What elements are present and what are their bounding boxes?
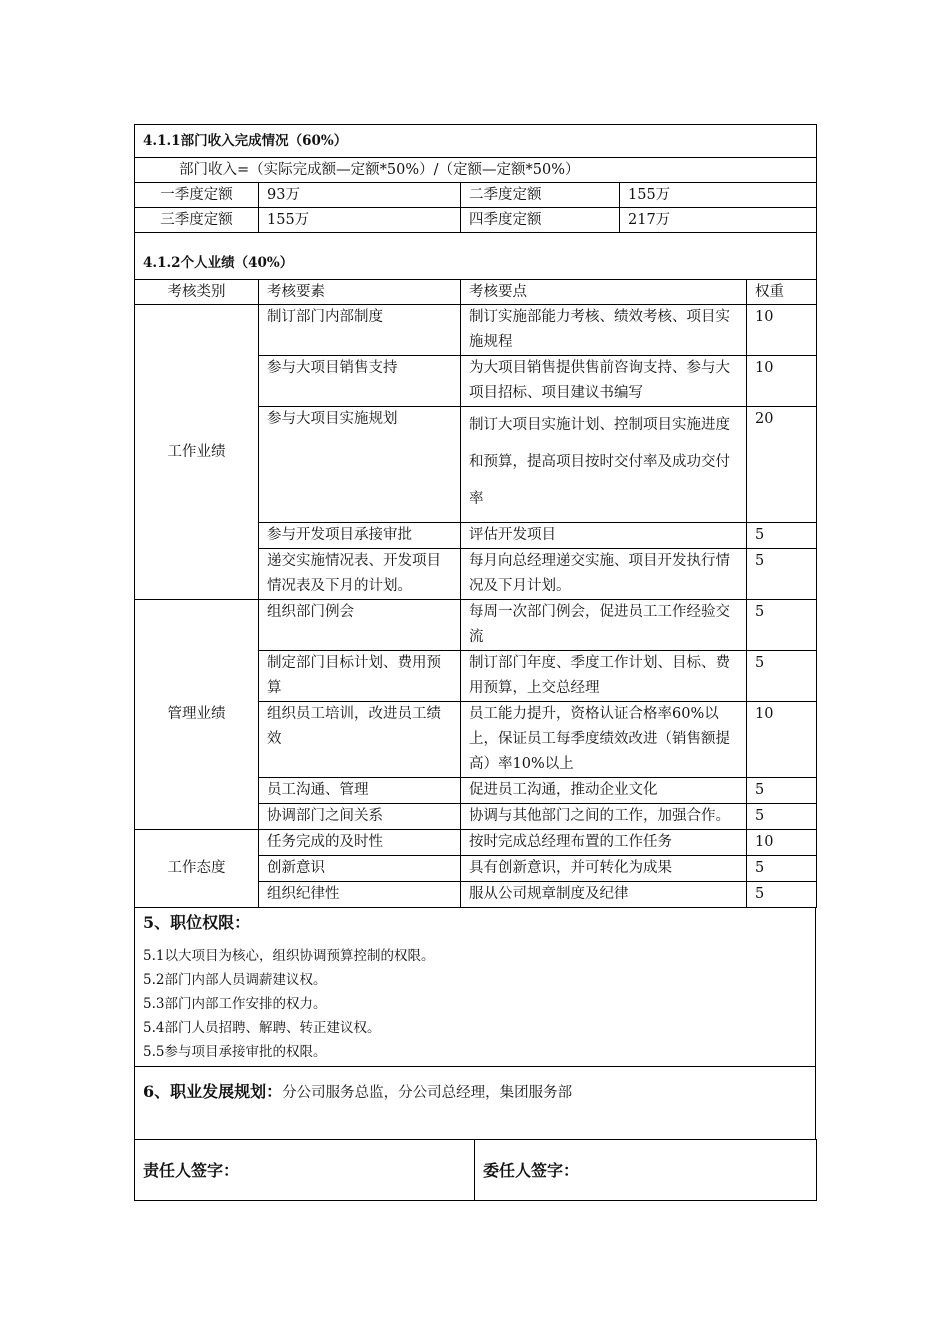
quota-row xyxy=(135,208,817,233)
weight-cell: 5 xyxy=(747,778,817,804)
section-412-title: 4.1.2个人业绩（40%） xyxy=(135,233,817,280)
document-page xyxy=(134,124,816,1201)
element-cell: 创新意识 xyxy=(259,856,461,882)
section-6-content: 分公司服务总监，分公司总经理，集团服务部 xyxy=(282,1085,573,1101)
job-evaluation-table xyxy=(134,124,817,183)
signature-row xyxy=(135,1140,817,1201)
point-cell: 员工能力提升，资格认证合格率60%以上，保证员工每季度绩效改进（销售额提高）率10%以上 xyxy=(461,702,747,778)
appointer-signature: 委任人签字： xyxy=(475,1140,817,1201)
weight-cell: 10 xyxy=(747,305,817,356)
section-411-title-row xyxy=(135,125,817,158)
element-cell: 制定部门目标计划、费用预算 xyxy=(259,651,461,702)
section-412-title-row xyxy=(135,233,817,280)
point-cell: 协调与其他部门之间的工作，加强合作。 xyxy=(461,804,747,830)
list-item: 5.3部门内部工作安排的权力。 xyxy=(143,996,327,1012)
point-cell: 制订部门年度、季度工作计划、目标、费用预算，上交总经理 xyxy=(461,651,747,702)
element-cell: 参与大项目实施规划 xyxy=(259,407,461,523)
element-cell: 任务完成的及时性 xyxy=(259,830,461,856)
weight-cell: 5 xyxy=(747,600,817,651)
formula-row xyxy=(135,158,817,184)
table-row xyxy=(135,600,817,651)
income-formula: 部门收入=（实际完成额—定额*50%）/（定额—定额*50%） xyxy=(135,158,817,184)
weight-cell: 5 xyxy=(747,804,817,830)
point-cell: 每周一次部门例会，促进员工工作经验交流 xyxy=(461,600,747,651)
weight-cell: 5 xyxy=(747,882,817,908)
quota-label: 一季度定额 xyxy=(135,183,259,208)
point-cell: 促进员工沟通，推动企业文化 xyxy=(461,778,747,804)
point-cell: 评估开发项目 xyxy=(461,523,747,549)
section-411-title: 4.1.1部门收入完成情况（60%） xyxy=(135,125,817,158)
section-6-row xyxy=(135,1067,816,1140)
column-header: 考核要点 xyxy=(461,280,747,305)
column-header: 考核类别 xyxy=(135,280,259,305)
element-cell: 协调部门之间关系 xyxy=(259,804,461,830)
authority-table xyxy=(134,907,816,1140)
weight-cell: 5 xyxy=(747,523,817,549)
responsible-signature: 责任人签字： xyxy=(135,1140,475,1201)
point-cell: 服从公司规章制度及纪律 xyxy=(461,882,747,908)
element-cell: 制订部门内部制度 xyxy=(259,305,461,356)
section-5-title: 5、职位权限： xyxy=(143,913,251,932)
quota-value: 155万 xyxy=(620,183,817,208)
element-cell: 参与大项目销售支持 xyxy=(259,356,461,407)
table-row xyxy=(135,305,817,356)
category-cell: 管理业绩 xyxy=(135,600,259,830)
list-item: 5.1以大项目为核心，组织协调预算控制的权限。 xyxy=(143,948,435,964)
element-cell: 组织纪律性 xyxy=(259,882,461,908)
weight-cell: 5 xyxy=(747,549,817,600)
weight-cell: 10 xyxy=(747,356,817,407)
point-cell: 制订大项目实施计划、控制项目实施进度和预算，提高项目按时交付率及成功交付率 xyxy=(461,407,747,523)
category-cell: 工作业绩 xyxy=(135,305,259,600)
quota-value: 93万 xyxy=(259,183,461,208)
signature-table xyxy=(134,1139,817,1201)
quota-label: 四季度定额 xyxy=(461,208,620,233)
element-cell: 员工沟通、管理 xyxy=(259,778,461,804)
section-6-title: 6、职业发展规划： xyxy=(143,1082,283,1101)
element-cell: 递交实施情况表、开发项目情况表及下月的计划。 xyxy=(259,549,461,600)
weight-cell: 10 xyxy=(747,830,817,856)
section-5-row xyxy=(135,908,816,1067)
section-5-cell xyxy=(135,908,816,1067)
weight-cell: 5 xyxy=(747,856,817,882)
point-cell: 按时完成总经理布置的工作任务 xyxy=(461,830,747,856)
element-cell: 组织部门例会 xyxy=(259,600,461,651)
column-header: 权重 xyxy=(747,280,817,305)
performance-table xyxy=(134,232,817,908)
weight-cell: 5 xyxy=(747,651,817,702)
list-item: 5.4部门人员招聘、解聘、转正建议权。 xyxy=(143,1020,381,1036)
element-cell: 组织员工培训，改进员工绩效 xyxy=(259,702,461,778)
list-item: 5.5参与项目承接审批的权限。 xyxy=(143,1044,327,1060)
list-item: 5.2部门内部人员调薪建议权。 xyxy=(143,972,327,988)
point-cell: 具有创新意识，并可转化为成果 xyxy=(461,856,747,882)
quota-label: 二季度定额 xyxy=(461,183,620,208)
table-row xyxy=(135,830,817,856)
quota-value: 155万 xyxy=(259,208,461,233)
weight-cell: 20 xyxy=(747,407,817,523)
quota-table xyxy=(134,182,817,233)
element-cell: 参与开发项目承接审批 xyxy=(259,523,461,549)
quota-label: 三季度定额 xyxy=(135,208,259,233)
quota-value: 217万 xyxy=(620,208,817,233)
weight-cell: 10 xyxy=(747,702,817,778)
point-cell: 每月向总经理递交实施、项目开发执行情况及下月计划。 xyxy=(461,549,747,600)
quota-row xyxy=(135,183,817,208)
point-cell: 为大项目销售提供售前咨询支持、参与大项目招标、项目建议书编写 xyxy=(461,356,747,407)
column-header: 考核要素 xyxy=(259,280,461,305)
point-cell: 制订实施部能力考核、绩效考核、项目实施规程 xyxy=(461,305,747,356)
table-header-row xyxy=(135,280,817,305)
category-cell: 工作态度 xyxy=(135,830,259,908)
section-6-cell xyxy=(135,1067,816,1140)
